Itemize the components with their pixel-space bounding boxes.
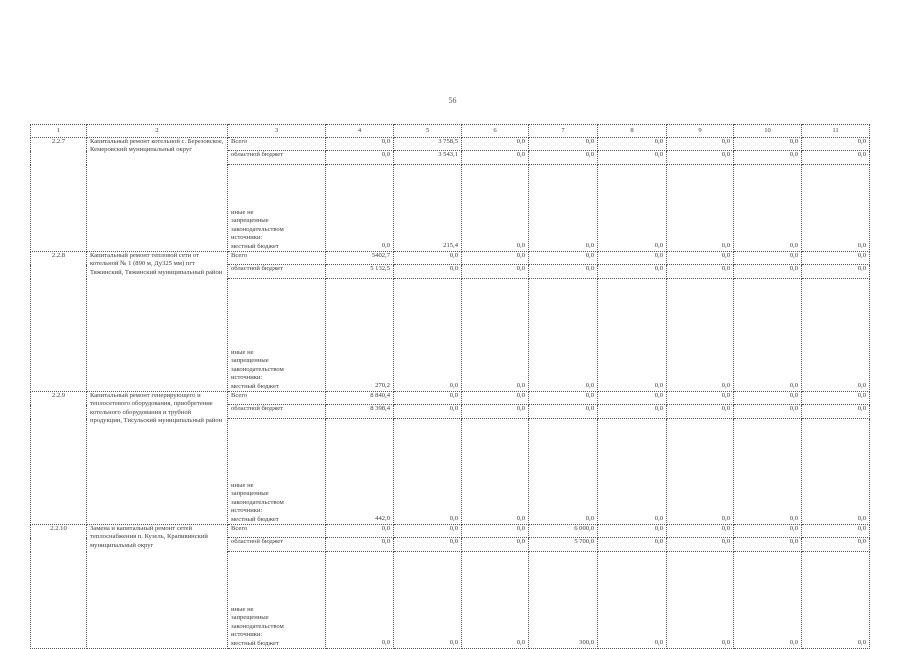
source-total-label: Всего [228,525,326,538]
value-cell: 0,0 [462,525,529,538]
value-cell: 0,0 [326,538,394,552]
value-cell: 442,0 [326,419,394,525]
source-total-label: Всего [228,252,326,265]
source-total-label: Всего [228,392,326,405]
value-cell: 0,0 [462,151,529,165]
value-cell: 0,0 [394,279,462,392]
other-source-line: источники: [231,234,263,242]
value-cell: 8 398,4 [326,405,394,419]
other-source-line: источники: [231,507,263,515]
value-cell: 0,0 [598,265,667,279]
other-source-line: законодательством [231,622,284,630]
value-cell: 0,0 [734,392,802,405]
value-cell: 0,0 [734,138,802,151]
value-cell: 0,0 [667,165,734,252]
value-cell: 0,0 [598,279,667,392]
value-cell: 0,0 [394,552,462,649]
source-local-label: местный бюджет [231,382,279,390]
header-cell: 7 [529,125,598,138]
value-cell: 0,0 [394,252,462,265]
other-source-line: запрещенные [231,490,269,498]
value-cell: 0,0 [667,151,734,165]
section-name: Замена и капитальный ремонт сетей теплоснабжения п. Кузель, Крапивинский муниципальный округ [87,525,228,649]
section-code: 2.2.10 [31,525,87,649]
value-cell: 6 000,0 [529,525,598,538]
source-other-label [228,165,326,252]
value-cell: 0,0 [667,419,734,525]
header-cell: 3 [228,125,326,138]
value-cell: 0,0 [734,151,802,165]
section-name: Капитальный ремонт котельной с. Березовское, Кемеровский муниципальный округ [87,138,228,252]
source-local-label: местный бюджет [231,515,279,523]
value-cell: 0,0 [462,552,529,649]
header-cell: 8 [598,125,667,138]
value-cell: 0,0 [667,552,734,649]
value-cell: 0,0 [394,419,462,525]
section-name: Капитальный ремонт генерирующего и теплосетевого оборудования, приобретение котельного оборудования и трубной продукции, Тисульский муниципальный район [87,392,228,525]
value-cell: 0,0 [394,392,462,405]
value-cell: 0,0 [667,525,734,538]
value-cell: 0,0 [667,405,734,419]
header-cell: 9 [667,125,734,138]
value-cell: 8 840,4 [326,392,394,405]
value-cell: 0,0 [802,279,870,392]
value-cell: 0,0 [462,252,529,265]
value-cell: 0,0 [462,419,529,525]
other-source-line: иные не [231,208,254,216]
value-cell: 0,0 [598,252,667,265]
value-cell: 0,0 [802,525,870,538]
value-cell: 300,0 [529,552,598,649]
value-cell: 0,0 [326,151,394,165]
section-total-row [31,252,870,265]
value-cell: 0,0 [667,265,734,279]
value-cell: 3 543,1 [394,151,462,165]
header-cell: 10 [734,125,802,138]
section-name: Капитальный ремонт тепловой сети от котельной № 1 (890 м, Ду325 мм) пгт Тяжинский, Тяжинский муниципальный район [87,252,228,392]
value-cell: 0,0 [598,525,667,538]
other-source-line: источники: [231,374,263,382]
value-cell: 270,2 [326,279,394,392]
other-source-line: иные не [231,348,254,356]
value-cell: 0,0 [326,525,394,538]
value-cell: 0,0 [734,525,802,538]
value-cell: 0,0 [529,265,598,279]
value-cell: 0,0 [598,405,667,419]
value-cell: 0,0 [529,165,598,252]
value-cell: 0,0 [529,252,598,265]
other-source-line: запрещенные [231,217,269,225]
value-cell: 0,0 [394,265,462,279]
value-cell: 3 758,5 [394,138,462,151]
value-cell: 0,0 [462,405,529,419]
value-cell: 0,0 [734,552,802,649]
value-cell: 5402,7 [326,252,394,265]
section-total-row [31,525,870,538]
value-cell: 0,0 [802,538,870,552]
value-cell: 5 700,0 [529,538,598,552]
value-cell: 0,0 [802,392,870,405]
value-cell: 0,0 [802,151,870,165]
value-cell: 0,0 [667,138,734,151]
header-cell: 5 [394,125,462,138]
page-number: 56 [448,96,457,105]
header-cell: 6 [462,125,529,138]
other-source-line: иные не [231,605,254,613]
value-cell: 0,0 [598,138,667,151]
value-cell: 0,0 [326,552,394,649]
value-cell: 0,0 [529,405,598,419]
value-cell: 0,0 [734,419,802,525]
other-source-line: запрещенные [231,614,269,622]
value-cell: 0,0 [598,165,667,252]
value-cell: 0,0 [462,538,529,552]
header-cell: 2 [87,125,228,138]
value-cell: 0,0 [598,392,667,405]
value-cell: 0,0 [802,265,870,279]
source-other-label [228,552,326,649]
value-cell: 0,0 [667,538,734,552]
value-cell: 0,0 [802,419,870,525]
value-cell: 0,0 [667,279,734,392]
header-cell: 11 [802,125,870,138]
value-cell: 0,0 [462,138,529,151]
value-cell: 0,0 [529,151,598,165]
value-cell: 0,0 [667,252,734,265]
value-cell: 0,0 [734,265,802,279]
value-cell: 0,0 [598,151,667,165]
value-cell: 0,0 [598,419,667,525]
other-source-line: законодательством [231,498,284,506]
section-code: 2.2.9 [31,392,87,525]
value-cell: 0,0 [394,405,462,419]
budget-table [30,124,870,649]
value-cell: 0,0 [529,419,598,525]
value-cell: 0,0 [598,552,667,649]
value-cell: 0,0 [734,165,802,252]
other-source-line: иные не [231,481,254,489]
source-other-label [228,419,326,525]
value-cell: 0,0 [802,405,870,419]
value-cell: 5 132,5 [326,265,394,279]
value-cell: 0,0 [462,265,529,279]
source-regional-label: областной бюджет [228,405,326,419]
value-cell: 0,0 [802,138,870,151]
source-other-label [228,279,326,392]
value-cell: 0,0 [802,552,870,649]
value-cell: 0,0 [394,525,462,538]
value-cell: 0,0 [734,279,802,392]
value-cell: 0,0 [462,392,529,405]
value-cell: 215,4 [394,165,462,252]
source-total-label: Всего [228,138,326,151]
value-cell: 0,0 [734,252,802,265]
value-cell: 0,0 [529,279,598,392]
value-cell: 0,0 [734,538,802,552]
header-cell: 1 [31,125,87,138]
table-body [31,125,870,649]
header-row [31,125,870,138]
value-cell: 0,0 [462,279,529,392]
value-cell: 0,0 [462,165,529,252]
source-local-label: местный бюджет [231,242,279,250]
section-code: 2.2.8 [31,252,87,392]
value-cell: 0,0 [326,165,394,252]
other-source-line: законодательством [231,365,284,373]
section-total-row [31,392,870,405]
other-source-line: законодательством [231,225,284,233]
source-regional-label: областной бюджет [228,265,326,279]
source-local-label: местный бюджет [231,639,279,647]
value-cell: 0,0 [326,138,394,151]
value-cell: 0,0 [529,392,598,405]
section-total-row [31,138,870,151]
value-cell: 0,0 [598,538,667,552]
value-cell: 0,0 [802,165,870,252]
source-regional-label: областной бюджет [228,151,326,165]
value-cell: 0,0 [394,538,462,552]
source-regional-label: областной бюджет [228,538,326,552]
other-source-line: источники: [231,631,263,639]
value-cell: 0,0 [802,252,870,265]
value-cell: 0,0 [734,405,802,419]
value-cell: 0,0 [529,138,598,151]
header-cell: 4 [326,125,394,138]
value-cell: 0,0 [667,392,734,405]
other-source-line: запрещенные [231,357,269,365]
section-code: 2.2.7 [31,138,87,252]
